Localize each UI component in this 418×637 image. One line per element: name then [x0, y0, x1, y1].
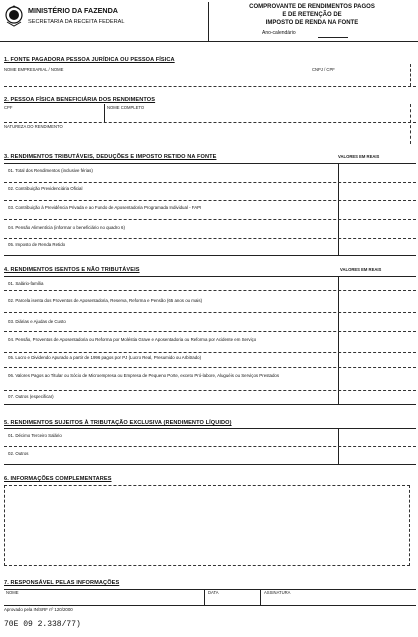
exempt-row-4: 04. Pensão, Proventos de Aposentadoria ou Reforma por Moléstia Grave e Aposentadoria ou Reforma por Acidente em Serviço	[8, 337, 257, 342]
approval-note: Aprovado pela IN/SRF nº 120/2000	[4, 607, 73, 612]
form-title-line2: E DE RETENÇÃO DE	[282, 12, 342, 18]
beneficiary-field[interactable]	[4, 122, 416, 123]
source-name-field[interactable]	[4, 86, 416, 87]
tax-row-3: 03. Contribuição à Previdência Privada e ao Fundo de Aposentadoria Programada Individual - FAPI	[8, 205, 202, 210]
secretariat-title: SECRETARIA DA RECEITA FEDERAL	[28, 19, 125, 25]
exempt-row-5: 05. Lucro e Dividendo Apurado a partir de 1996 pagos por PJ (Lucro Real, Presumido ou Arbitrado)	[8, 355, 202, 360]
coat-of-arms-icon	[4, 5, 24, 27]
ministry-title: MINISTÉRIO DA FAZENDA	[28, 6, 118, 15]
exempt-row-2: 02. Parcela isenta dos Proventos de Aposentadoria, Reserva, Reforma e Pensão (65 anos ou mais)	[8, 298, 203, 303]
tax-row-2: 02. Contribuição Previdenciária Oficial	[8, 186, 83, 191]
tax-row-5: 05. Imposto de Renda Retido	[8, 242, 66, 247]
tax-row-4: 04. Pensão Alimentícia (informar o beneficiário no quadro 6)	[8, 225, 125, 230]
signature-label: ASSINATURA	[264, 590, 291, 595]
tax-row-1: 01. Total dos Rendimentos (inclusive férias)	[8, 168, 93, 173]
exclusive-row-2: 02. Outros	[8, 451, 29, 456]
section5-title: 5. RENDIMENTOS SUJEITOS À TRIBUTAÇÃO EXCLUSIVA (RENDIMENTO LÍQUIDO)	[4, 420, 232, 426]
responsible-fields[interactable]	[4, 605, 416, 606]
exempt-row-3: 03. Diárias e Ajudas de Custo	[8, 319, 66, 324]
year-field[interactable]	[318, 37, 348, 38]
section6-title: 6. INFORMAÇÕES COMPLEMENTARES	[4, 476, 112, 482]
cnpj-label: CNPJ / CPF	[312, 67, 335, 72]
responsible-name-label: NOME	[6, 590, 19, 595]
cpf-label: CPF	[4, 105, 13, 110]
section3-values-label: VALORES EM REAIS	[338, 154, 380, 159]
form-title-line1: COMPROVANTE DE RENDIMENTOS PAGOS	[249, 4, 375, 10]
section7-title: 7. RESPONSÁVEL PELAS INFORMAÇÕES	[4, 580, 120, 586]
nature-label: NATUREZA DO RENDIMENTO	[4, 124, 63, 129]
form-stamp: 70E 09 2.338/77)	[4, 620, 81, 629]
year-label: Ano-calendário	[262, 30, 296, 36]
exclusive-row-1: 01. Décimo Terceiro Salário	[8, 433, 62, 438]
section4-title: 4. RENDIMENTOS ISENTOS E NÃO TRIBUTÁVEIS	[4, 267, 140, 273]
date-label: DATA	[208, 590, 219, 595]
exempt-row-6: 06. Valores Pagos ao Titular ou Sócio de Microempresa ou Empresa de Pequeno Porte, exceto Pró-labore, Aluguéis ou Serviços Prestados	[8, 373, 280, 378]
exempt-row-7: 07. Outros (especificar)	[8, 394, 54, 399]
section1-title: 1. FONTE PAGADORA PESSOA JURÍDICA OU PESSOA FÍSICA	[4, 57, 175, 63]
section4-values-label: VALORES EM REAIS	[340, 267, 382, 272]
section3-title: 3. RENDIMENTOS TRIBUTÁVEIS, DEDUÇÕES E IMPOSTO RETIDO NA FONTE	[4, 154, 217, 160]
form-title-line3: IMPOSTO DE RENDA NA FONTE	[265, 20, 359, 26]
full-name-label: NOME COMPLETO	[107, 105, 145, 110]
name-label: NOME EMPRESARIAL / NOME	[4, 67, 64, 72]
exempt-row-1: 01. Salário-família	[8, 281, 44, 286]
complementary-info-box[interactable]	[4, 485, 410, 566]
section2-title: 2. PESSOA FÍSICA BENEFICIÁRIA DOS RENDIMENTOS	[4, 97, 156, 103]
